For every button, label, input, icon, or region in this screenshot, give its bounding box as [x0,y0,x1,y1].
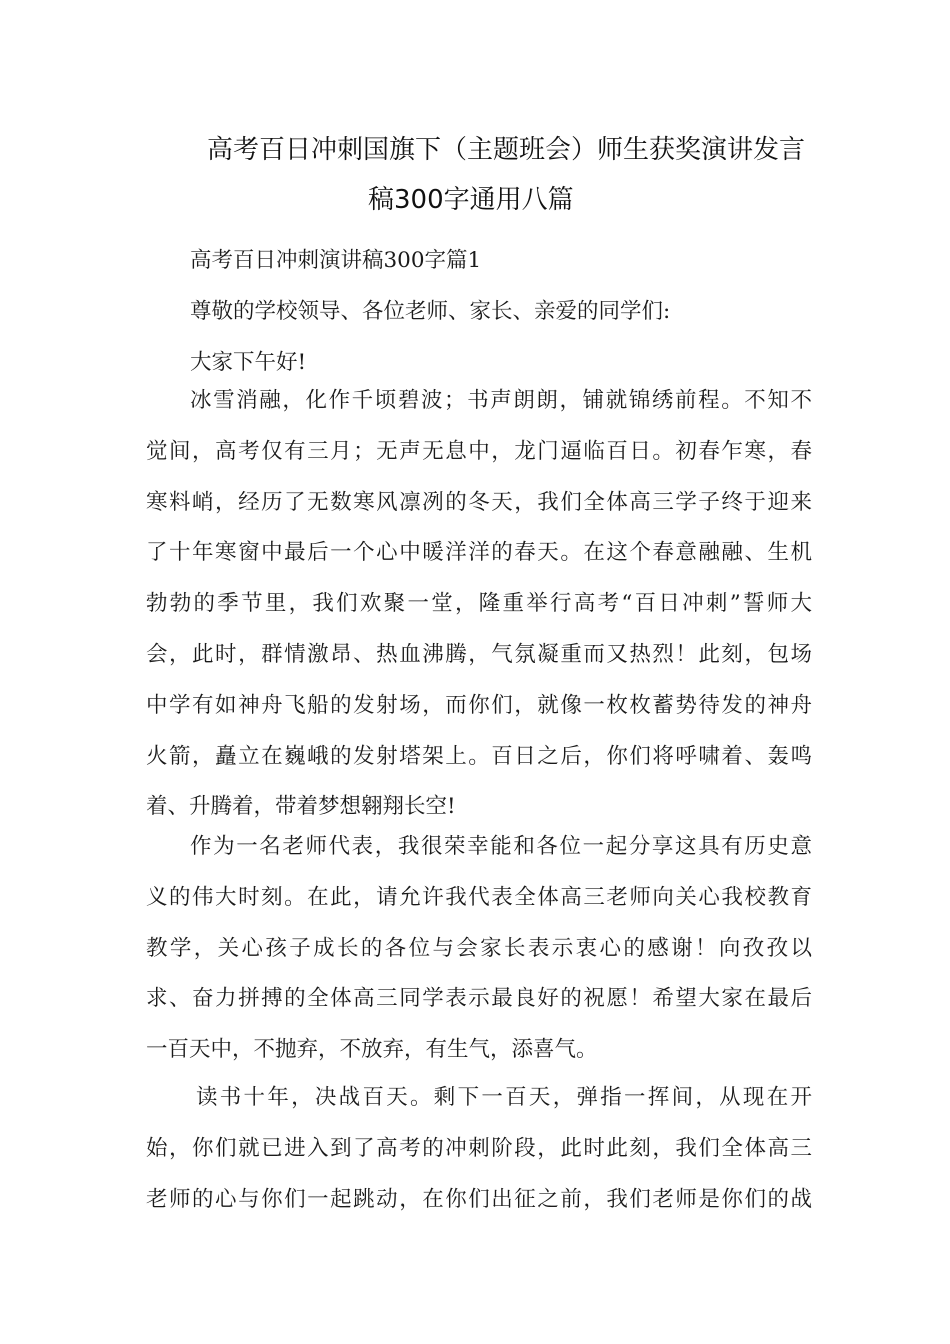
salutation: 尊敬的学校领导、各位老师、家长、亲爱的同学们: [190,298,671,324]
paragraph-line: 一百天中，不抛弃，不放弃，有生气，添喜气。 [146,1037,598,1063]
paragraph-1 [146,376,812,833]
paragraph-3 [146,1073,812,1225]
paragraph-line: 着、升腾着，带着梦想翱翔长空! [146,794,456,820]
paragraph-line: 会，此时，群情激昂、热血沸腾，气氛凝重而又热烈！此刻，包场 [146,641,812,667]
greeting: 大家下午好! [190,349,307,375]
paragraph-line: 了十年寒窗中最后一个心中暖洋洋的春天。在这个春意融融、生机 [146,540,812,566]
paragraph-line: 勃勃的季节里，我们欢聚一堂，隆重举行高考“百日冲刺”誓师大 [146,591,812,617]
section-heading: 高考百日冲刺演讲稿300字篇1 [190,248,482,273]
paragraph-line: 教学，关心孩子成长的各位与会家长表示衷心的感谢！向孜孜以 [146,935,812,961]
paragraph-line: 老师的心与你们一起跳动，在你们出征之前，我们老师是你们的战 [146,1186,812,1212]
section-heading-block [146,236,812,388]
paragraph-line: 火箭，矗立在巍峨的发射塔架上。百日之后，你们将呼啸着、轰鸣 [146,743,812,769]
paragraph-line: 义的伟大时刻。在此，请允许我代表全体高三老师向关心我校教育 [146,884,812,910]
paragraph-line: 中学有如神舟飞船的发射场，而你们，就像一枚枚蓄势待发的神舟 [146,692,812,718]
paragraph-line: 求、奋力拼搏的全体高三同学表示最良好的祝愿！希望大家在最后 [146,986,812,1012]
document-title-line-2: 稿300字通用八篇 [368,185,574,215]
paragraph-2 [146,822,812,1076]
document-title-line-1: 高考百日冲刺国旗下（主题班会）师生获奖演讲发言 [207,135,806,165]
paragraph-line: 作为一名老师代表，我很荣幸能和各位一起分享这具有历史意 [190,834,812,859]
paragraph-line: 寒料峭，经历了无数寒风凛冽的冬天，我们全体高三学子终于迎来 [146,489,812,515]
paragraph-line: 读书十年，决战百天。剩下一百天，弹指一挥间，从现在开 [196,1085,812,1110]
paragraph-line: 始，你们就已进入到了高考的冲刺阶段，此时此刻，我们全体高三 [146,1135,812,1161]
paragraph-line: 冰雪消融，化作千顷碧波；书声朗朗，铺就锦绣前程。不知不 [190,388,812,413]
paragraph-line: 觉间，高考仅有三月；无声无息中，龙门逼临百日。初春乍寒，春 [146,438,812,464]
